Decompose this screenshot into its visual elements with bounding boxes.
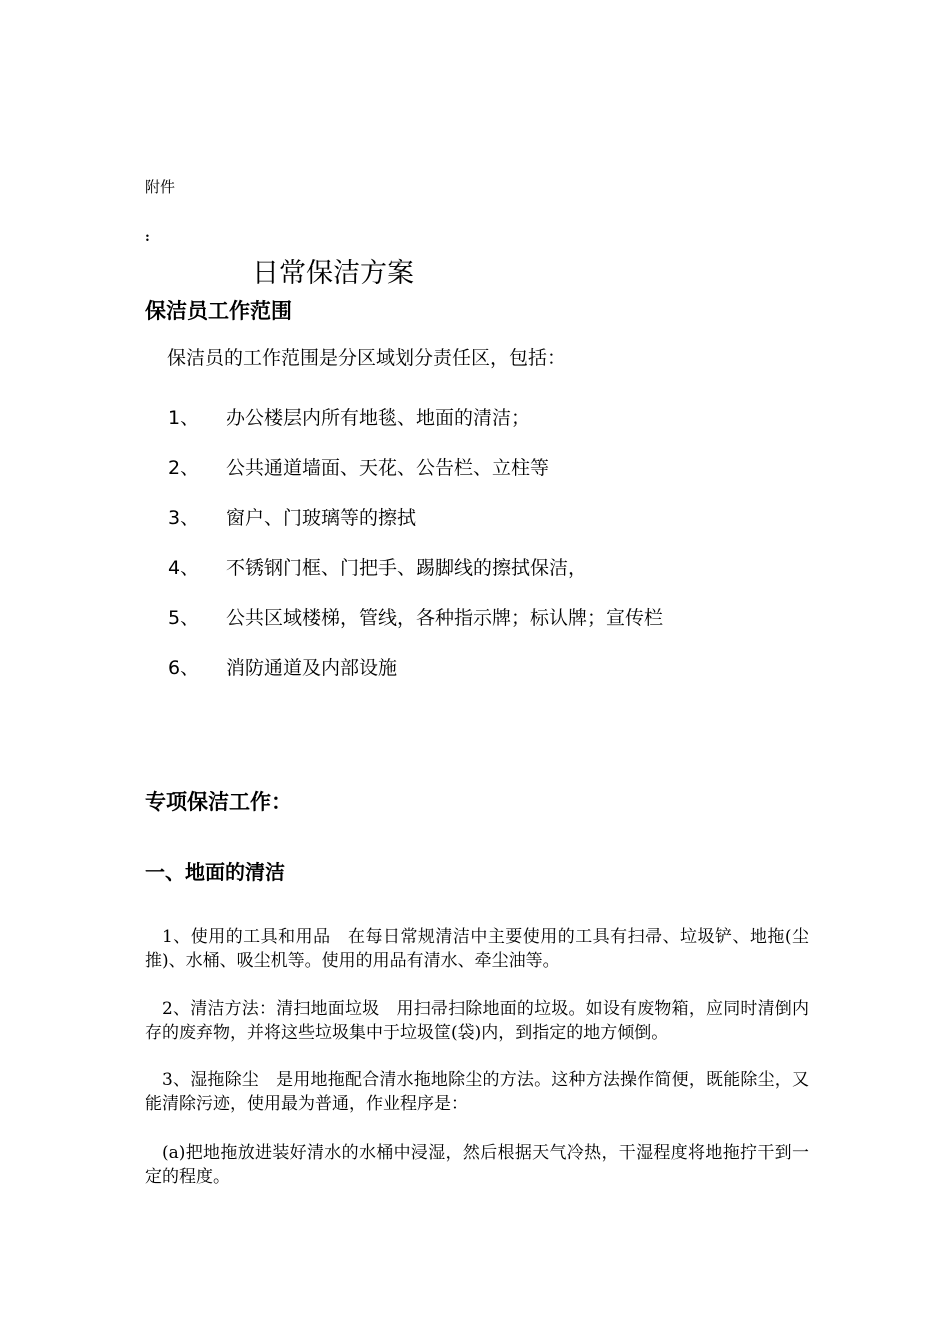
- document-title: 日常保洁方案: [252, 258, 414, 289]
- paragraph-wet-mop: 3、湿拖除尘 是用地拖配合清水拖地除尘的方法。这种方法操作简便，既能除尘，又能清除污迹，使用最为普通，作业程序是：: [145, 1070, 809, 1114]
- list-item: [168, 653, 663, 703]
- floor-cleaning-heading: 一、地面的清洁: [145, 860, 285, 884]
- list-item-number: 6、: [168, 657, 200, 679]
- list-item-text: 公共区域楼梯，管线，各种指示牌；标认牌；宣传栏: [226, 607, 664, 629]
- list-item-text: 办公楼层内所有地毯、地面的清洁；: [226, 407, 531, 429]
- paragraph-tools: 1、使用的工具和用品 在每日常规清洁中主要使用的工具有扫帚、垃圾铲、地拖(尘推)、水桶、吸尘机等。使用的用品有清水、牵尘油等。: [145, 927, 809, 971]
- list-item-text: 消防通道及内部设施: [226, 657, 398, 679]
- list-item-number: 3、: [168, 507, 200, 529]
- attachment-label: 附件: [145, 178, 176, 196]
- list-item-text: 公共通道墙面、天花、公告栏、立柱等: [226, 457, 550, 479]
- list-item-number: 4、: [168, 557, 200, 579]
- list-item: [168, 503, 663, 553]
- list-item: [168, 403, 663, 453]
- list-item: [168, 603, 663, 653]
- special-heading: 专项保洁工作：: [145, 790, 292, 814]
- list-item-number: 2、: [168, 457, 200, 479]
- scope-list: [168, 403, 663, 703]
- paragraph-method: 2、清洁方法：清扫地面垃圾 用扫帚扫除地面的垃圾。如设有废物箱，应同时清倒内存的废弃物，并将这些垃圾集中于垃圾筐(袋)内，到指定的地方倾倒。: [145, 999, 809, 1043]
- scope-heading: 保洁员工作范围: [145, 299, 292, 323]
- list-item-text: 窗户、门玻璃等的擦拭: [226, 507, 417, 529]
- list-item-number: 1、: [168, 407, 200, 429]
- paragraph-step-a: (a)把地拖放进装好清水的水桶中浸湿，然后根据天气冷热，干湿程度将地拖拧干到一定的程度。: [145, 1143, 809, 1187]
- list-item: [168, 553, 663, 603]
- list-item: [168, 453, 663, 503]
- scope-intro: 保洁员的工作范围是分区域划分责任区，包括：: [167, 347, 567, 369]
- list-item-number: 5、: [168, 607, 200, 629]
- colon-mark: :: [145, 230, 150, 245]
- list-item-text: 不锈钢门框、门把手、踢脚线的擦拭保洁，: [226, 557, 588, 579]
